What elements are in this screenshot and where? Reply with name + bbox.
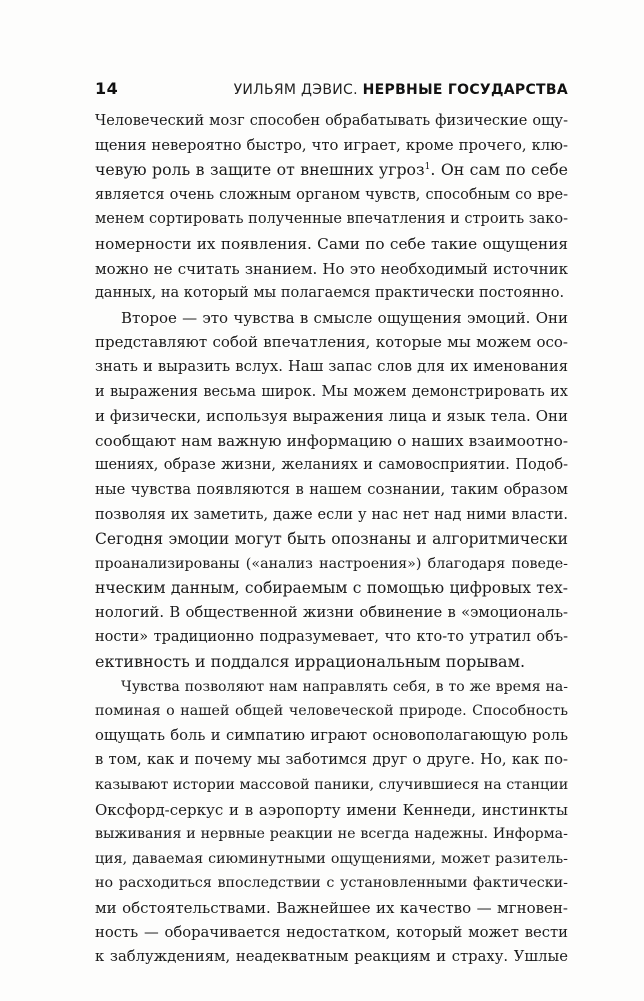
running-title xyxy=(234,82,568,98)
text-line: поминая о нашей общей человеческой природе. Способность xyxy=(95,703,568,720)
text-line: ощущать боль и симпатию играют основополагающую роль xyxy=(95,726,568,744)
header-book-title: НЕРВНЫЕ ГОСУДАРСТВА xyxy=(362,82,568,98)
text-line: но расходиться впоследствии с установленными фактически- xyxy=(95,875,568,892)
text-line: является очень сложным органом чувств, способным со вре- xyxy=(95,186,568,203)
text-line: номерности их появления. Сами по себе такие ощущения xyxy=(95,234,568,253)
text-line: Второе — это чувства в смысле ощущения эмоций. Они xyxy=(121,308,568,327)
text-line: выживания и нервные реакции не всегда надежны. Информа- xyxy=(95,826,568,843)
text-line: щения невероятно быстро, что играет, кроме прочего, клю- xyxy=(95,136,568,154)
text-line: казывают истории массовой паники, случившиеся на станции xyxy=(95,777,569,794)
running-header xyxy=(95,79,568,99)
header-author: УИЛЬЯМ ДЭВИС. xyxy=(233,82,358,98)
text-line: проанализированы («анализ настроения») благодаря поведе- xyxy=(95,555,568,572)
text-line: и физически, используя выражения лица и язык тела. Они xyxy=(95,407,568,426)
text-line: шениях, образе жизни, желаниях и самовосприятии. Подоб- xyxy=(95,457,568,474)
text-line: менем сортировать полученные впечатления и строить зако- xyxy=(95,211,568,228)
text-line: Человеческий мозг способен обрабатывать физические ощу- xyxy=(95,113,568,129)
text-fragment: . Он сам по себе xyxy=(430,160,568,180)
text-line: Чувства позволяют нам направлять себя, в то же время на- xyxy=(121,678,568,695)
text-line: нологий. В общественной жизни обвинение в «эмоциональ- xyxy=(95,603,568,621)
footnote-marker[interactable]: 1 xyxy=(424,161,431,172)
page-number: 14 xyxy=(95,79,119,98)
text-line: данных, на который мы полагаемся практически постоянно. xyxy=(95,285,565,302)
text-line: можно не считать знанием. Но это необходимый источник xyxy=(95,259,568,278)
body-text xyxy=(95,109,568,970)
text-line: ные чувства появляются в нашем сознании, таким образом xyxy=(95,480,568,498)
text-line: ми обстоятельствами. Важнейшее их качество — мгновен- xyxy=(95,899,568,917)
text-line: ность — оборачивается недостатком, который может вести xyxy=(95,923,568,941)
text-line: к заблуждениям, неадекватным реакциям и страху. Ушлые xyxy=(95,948,568,966)
text-line: ция, даваемая сиюминутными ощущениями, может разитель- xyxy=(95,850,568,867)
text-line: Оксфорд-серкус и в аэропорту имени Кеннеди, инстинкты xyxy=(95,800,568,819)
text-line: ности» традиционно подразумевает, что кто-то утратил объ- xyxy=(95,629,568,646)
text-line: сообщают нам важную информацию о наших взаимоотно- xyxy=(95,431,568,450)
text-line: нческим данным, собираемым с помощью цифровых тех- xyxy=(95,579,568,598)
text-line: и выражения весьма широк. Мы можем демонстрировать их xyxy=(95,383,568,400)
text-line: представляют собой впечатления, которые мы можем осо- xyxy=(95,333,568,352)
text-fragment: чевую роль в защите от внешних угроз xyxy=(95,160,425,180)
text-line: в том, как и почему мы заботимся друг о друге. Но, как по- xyxy=(95,751,568,769)
text-line: Сегодня эмоции могут быть опознаны и алгоритмически xyxy=(95,530,568,549)
text-line: позволяя их заметить, даже если у нас нет над ними власти. xyxy=(95,506,568,523)
text-line: знать и выразить вслух. Наш запас слов для их именования xyxy=(95,357,568,375)
text-line: ективность и поддался иррациональным порывам. xyxy=(95,652,526,672)
text-line xyxy=(95,158,568,183)
